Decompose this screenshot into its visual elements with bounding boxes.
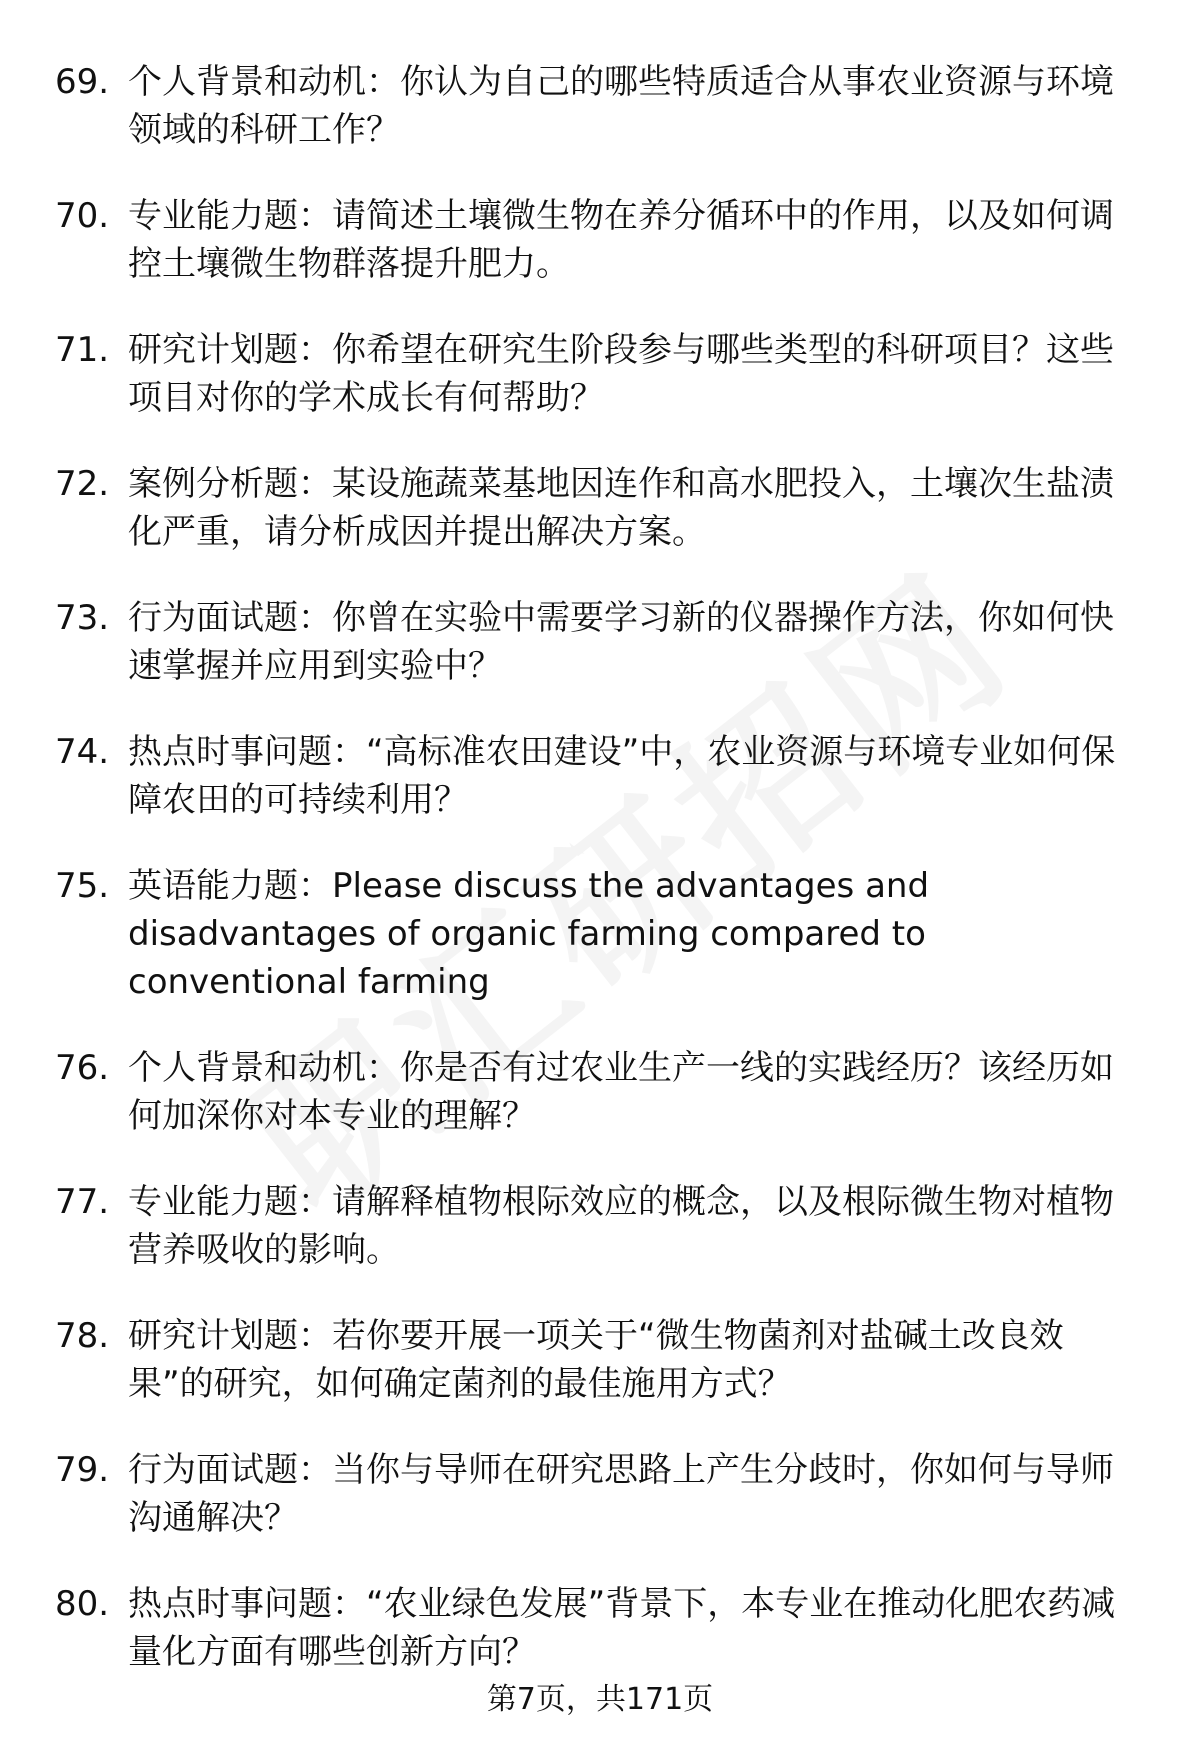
question-text: 研究计划题：你希望在研究生阶段参与哪些类型的科研项目？这些项目对你的学术成长有何帮助？ [128, 330, 1114, 418]
question-number: 76. [55, 1048, 110, 1088]
page-footer [0, 1680, 1200, 1720]
question-number: 71. [55, 330, 110, 370]
question-text: 行为面试题：当你与导师在研究思路上产生分歧时，你如何与导师沟通解决？ [128, 1450, 1114, 1538]
question-item [0, 460, 1200, 556]
question-number: 75. [55, 866, 110, 906]
question-number: 74. [55, 732, 110, 772]
question-text: 热点时事问题：“高标准农田建设”中，农业资源与环境专业如何保障农田的可持续利用？ [128, 732, 1116, 820]
question-text: 研究计划题：若你要开展一项关于“微生物菌剂对盐碱土改良效果”的研究，如何确定菌剂的最佳施用方式？ [128, 1316, 1064, 1404]
question-text: 个人背景和动机：你认为自己的哪些特质适合从事农业资源与环境领域的科研工作？ [128, 62, 1114, 150]
question-text: 专业能力题：请简述土壤微生物在养分循环中的作用，以及如何调控土壤微生物群落提升肥力。 [128, 196, 1114, 284]
question-number: 78. [55, 1316, 110, 1356]
question-text: 行为面试题：你曾在实验中需要学习新的仪器操作方法，你如何快速掌握并应用到实验中？ [128, 598, 1114, 686]
question-item [0, 1044, 1200, 1140]
question-number: 80. [55, 1584, 110, 1624]
page-number: 第7页，共171页 [486, 1682, 714, 1717]
question-number: 79. [55, 1450, 110, 1490]
question-item [0, 1580, 1200, 1676]
question-text: 热点时事问题：“农业绿色发展”背景下，本专业在推动化肥农药减量化方面有哪些创新方向？ [128, 1584, 1116, 1672]
question-number: 70. [55, 196, 110, 236]
question-item [0, 1312, 1200, 1408]
question-item [0, 1178, 1200, 1274]
question-number: 73. [55, 598, 110, 638]
question-item [0, 594, 1200, 690]
question-text: 个人背景和动机：你是否有过农业生产一线的实践经历？该经历如何加深你对本专业的理解？ [128, 1048, 1114, 1136]
question-text: 英语能力题：Please discuss the advantages and disadvantages of organic farming compared to conventional farming [128, 866, 930, 1002]
question-number: 69. [55, 62, 110, 102]
question-list [0, 58, 1200, 1714]
question-item [0, 728, 1200, 824]
question-text: 专业能力题：请解释植物根际效应的概念，以及根际微生物对植物营养吸收的影响。 [128, 1182, 1114, 1270]
question-item [0, 1446, 1200, 1542]
question-number: 72. [55, 464, 110, 504]
question-number: 77. [55, 1182, 110, 1222]
question-item [0, 58, 1200, 154]
question-item [0, 326, 1200, 422]
question-item [0, 192, 1200, 288]
question-item [0, 862, 1200, 1006]
question-text: 案例分析题：某设施蔬菜基地因连作和高水肥投入，土壤次生盐渍化严重，请分析成因并提出解决方案。 [128, 464, 1114, 552]
